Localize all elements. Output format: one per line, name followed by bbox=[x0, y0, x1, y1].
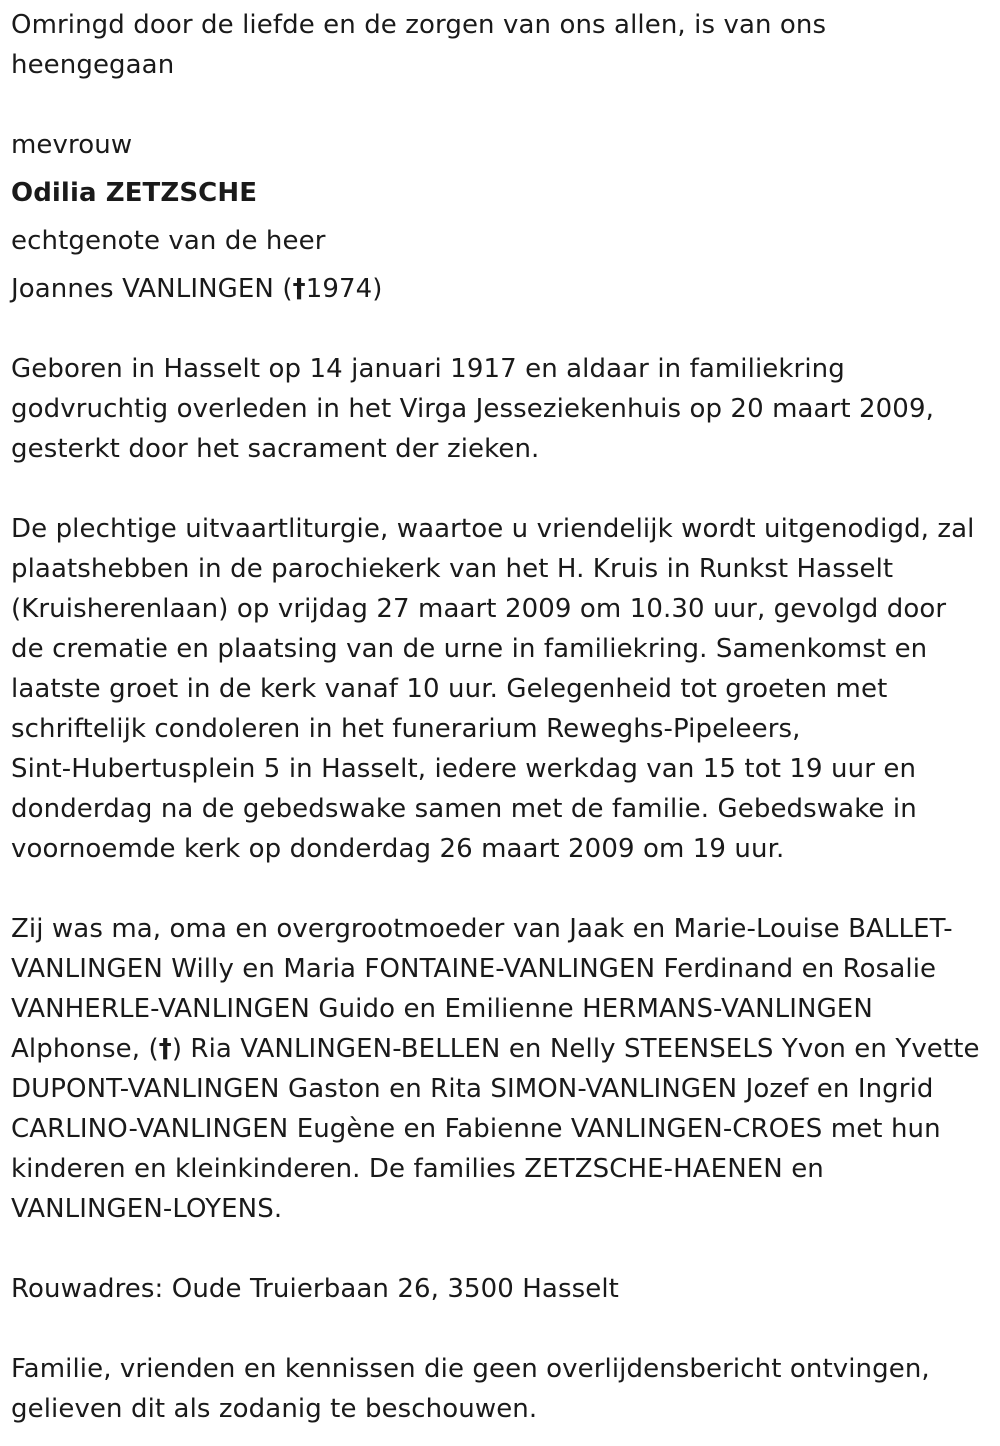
birth-line: Geboren in Hasselt op 14 januari 1917 en aldaar in familiekring bbox=[11, 354, 845, 384]
obituary-document bbox=[11, 5, 991, 1429]
intro-paragraph bbox=[11, 5, 991, 85]
funeral-line: laatste groet in de kerk vanaf 10 uur. Gelegenheid tot groeten met bbox=[11, 674, 888, 704]
funeral-line: de crematie en plaatsing van de urne in familiekring. Samenkomst en bbox=[11, 634, 928, 664]
cross-icon: † bbox=[292, 274, 306, 304]
funeral-line: schriftelijk condoleren in het funerarium Reweghs-Pipeleers, bbox=[11, 714, 801, 744]
family-line: DUPONT-VANLINGEN Gaston en Rita SIMON-VANLINGEN Jozef en Ingrid bbox=[11, 1074, 934, 1104]
spouse-open-paren: ( bbox=[282, 274, 293, 304]
family-paragraph bbox=[11, 909, 991, 1229]
funeral-paragraph bbox=[11, 509, 991, 869]
funeral-line: De plechtige uitvaartliturgie, waartoe u vriendelijk wordt uitgenodigd, zal bbox=[11, 514, 975, 544]
birth-line: gesterkt door het sacrament der zieken. bbox=[11, 434, 540, 464]
deceased-name: Odilia ZETZSCHE bbox=[11, 178, 258, 208]
spouse-line bbox=[11, 269, 991, 309]
funeral-line: plaatshebben in de parochiekerk van het H. Kruis in Runkst Hasselt bbox=[11, 554, 894, 584]
closing-paragraph bbox=[11, 1349, 991, 1429]
birth-line: godvruchtig overleden in het Virga Jesseziekenhuis op 20 maart 2009, bbox=[11, 394, 934, 424]
spouse-death-year: 1974) bbox=[305, 274, 383, 304]
mourning-address: Rouwadres: Oude Truierbaan 26, 3500 Hasselt bbox=[11, 1274, 619, 1304]
family-line: Zij was ma, oma en overgrootmoeder van Jaak en Marie-Louise BALLET- bbox=[11, 914, 953, 944]
intro-line: Omringd door de liefde en de zorgen van ons allen, is van ons bbox=[11, 10, 827, 40]
cross-icon: † bbox=[158, 1034, 172, 1064]
honorific: mevrouw bbox=[11, 130, 133, 160]
funeral-line: Sint-Hubertusplein 5 in Hasselt, iedere werkdag van 15 tot 19 uur en bbox=[11, 754, 917, 784]
funeral-line: donderdag na de gebedswake samen met de familie. Gebedswake in bbox=[11, 794, 917, 824]
funeral-line: voornoemde kerk op donderdag 26 maart 2009 om 19 uur. bbox=[11, 834, 785, 864]
closing-line: Familie, vrienden en kennissen die geen overlijdensbericht ontvingen, bbox=[11, 1354, 930, 1384]
family-line: VANLINGEN-LOYENS. bbox=[11, 1194, 283, 1224]
closing-line: gelieven dit als zodanig te beschouwen. bbox=[11, 1394, 538, 1424]
spouse-label: echtgenote van de heer bbox=[11, 226, 326, 256]
family-line-part: ) Ria VANLINGEN-BELLEN en Nelly STEENSELS Yvon en Yvette bbox=[171, 1034, 980, 1064]
family-line: CARLINO-VANLINGEN Eugène en Fabienne VANLINGEN-CROES met hun bbox=[11, 1114, 941, 1144]
family-line-part: Alphonse, ( bbox=[11, 1034, 159, 1064]
family-line: kinderen en kleinkinderen. De families ZETZSCHE-HAENEN en bbox=[11, 1154, 824, 1184]
funeral-line: (Kruisherenlaan) op vrijdag 27 maart 2009 om 10.30 uur, gevolgd door bbox=[11, 594, 947, 624]
intro-line: heengegaan bbox=[11, 50, 175, 80]
spouse-name: Joannes VANLINGEN bbox=[11, 274, 274, 304]
family-line: VANLINGEN Willy en Maria FONTAINE-VANLINGEN Ferdinand en Rosalie bbox=[11, 954, 937, 984]
birth-paragraph bbox=[11, 349, 991, 469]
family-line bbox=[11, 1029, 991, 1069]
family-line: VANHERLE-VANLINGEN Guido en Emilienne HERMANS-VANLINGEN bbox=[11, 994, 873, 1024]
